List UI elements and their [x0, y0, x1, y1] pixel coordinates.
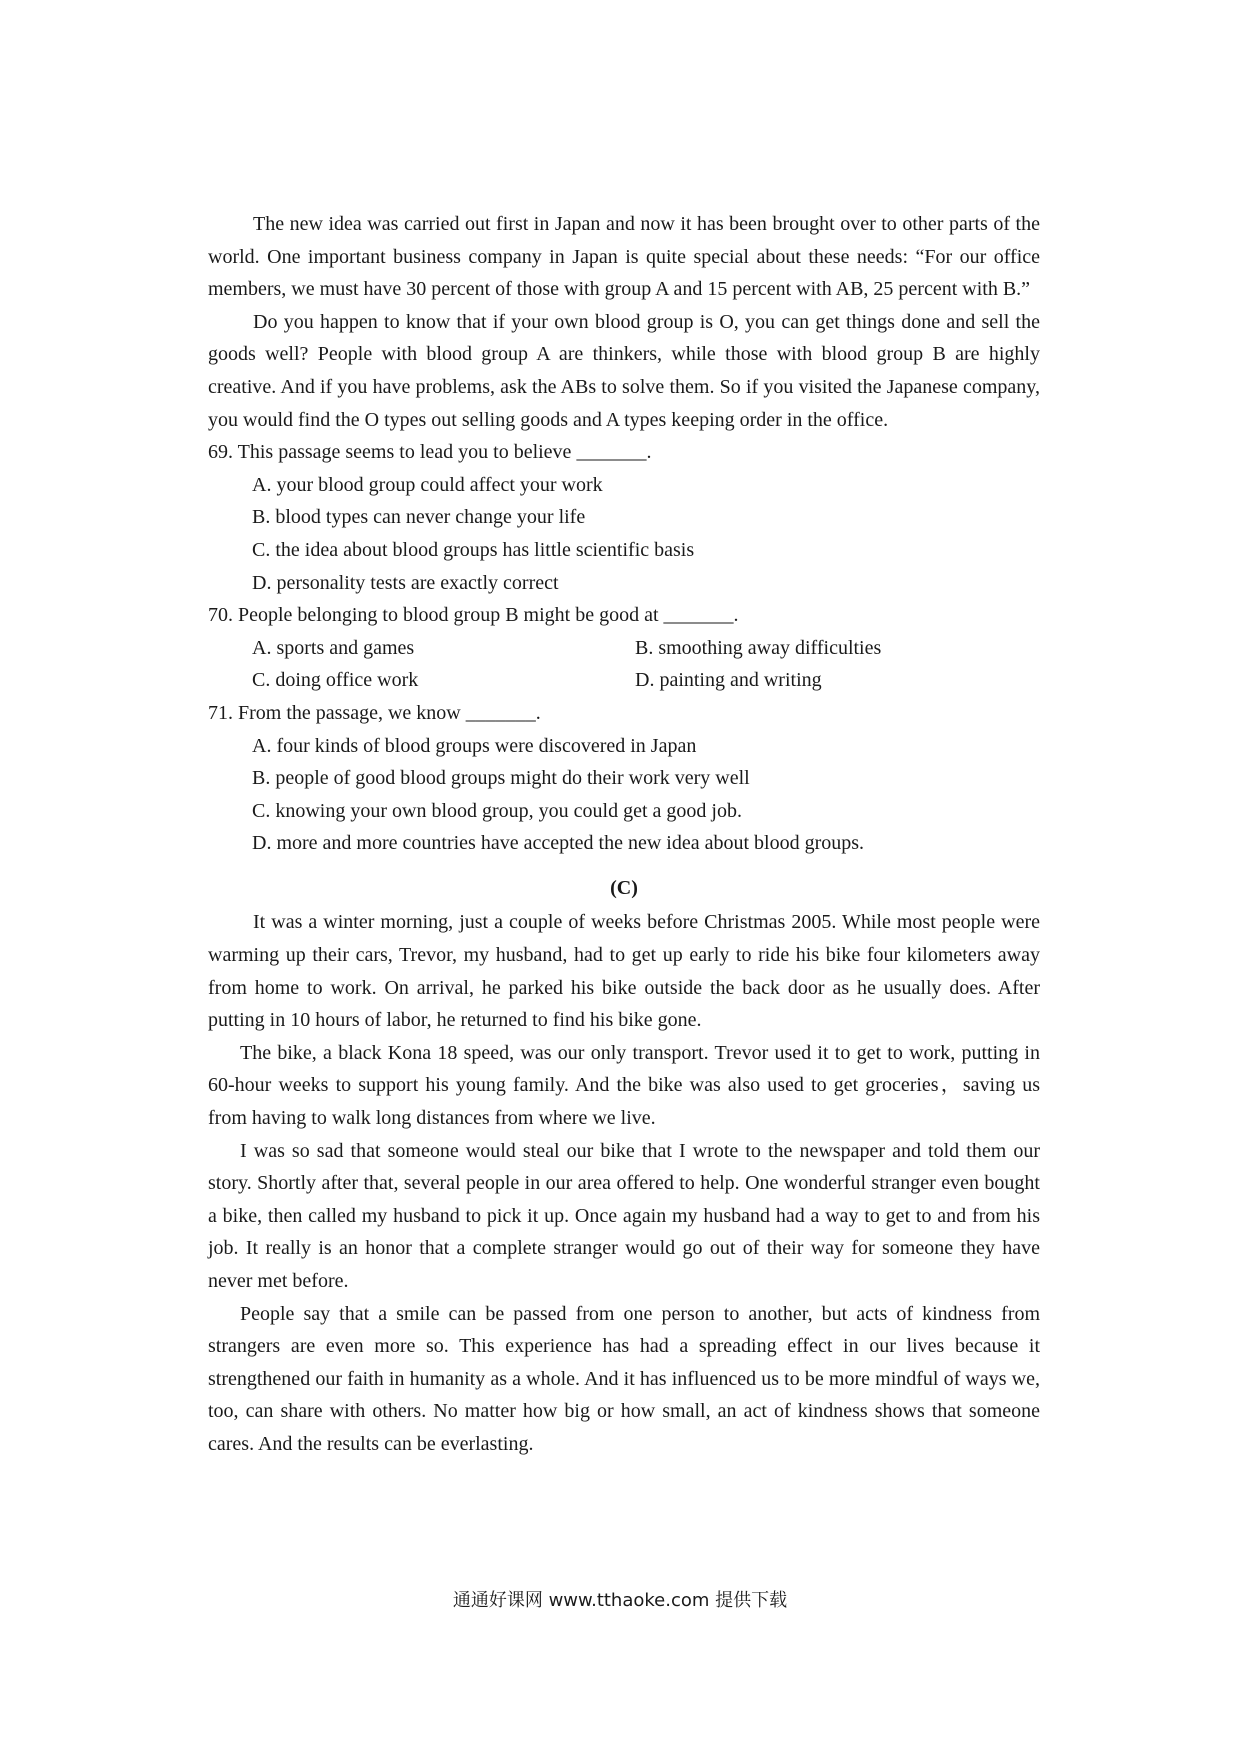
- passage-c-paragraph-3: I was so sad that someone would steal our bike that I wrote to the newspaper and told them our story. Shortly after that, several people in our area offered to help. One wonderful stranger even bought a bike, then called my husband to pick it up. Once again my husband had a way to get to and from his job. It really is an honor that a complete stranger would go out of their way for someone they have never met before.: [208, 1139, 1040, 1292]
- question-71-option-c: C. knowing your own blood group, you could get a good job.: [252, 799, 742, 822]
- question-69-option-a: A. your blood group could affect your work: [252, 473, 603, 496]
- question-71-option-d: D. more and more countries have accepted the new idea about blood groups.: [252, 832, 865, 855]
- question-69-option-d: D. personality tests are exactly correct: [252, 571, 559, 594]
- question-70-option-a: A. sports and games: [252, 636, 415, 659]
- question-69: [208, 436, 1040, 599]
- section-c-heading: (C): [610, 876, 638, 899]
- question-69-options: [208, 469, 1040, 599]
- passage-c-paragraph-1: It was a winter morning, just a couple of weeks before Christmas 2005. While most people were warming up their cars, Trevor, my husband, had to get up early to ride his bike four kilometers away from home to work. On arrival, he parked his bike outside the back door as he usually does. After putting in 10 hours of labor, he returned to find his bike gone.: [208, 911, 1040, 1032]
- question-69-option-c: C. the idea about blood groups has little scientific basis: [252, 538, 695, 561]
- question-69-stem: 69. This passage seems to lead you to believe _______.: [208, 441, 652, 464]
- question-70-options: [208, 632, 1040, 697]
- question-71: [208, 697, 1040, 860]
- passage-c-paragraph-4: People say that a smile can be passed from one person to another, but acts of kindness from strangers are even more so. This experience has had a spreading effect in our lives because it strengthened our faith in humanity as a whole. And it has influenced us to be more mindful of ways we, too, can share with others. No matter how big or how small, an act of kindness shows that someone cares. And the results can be everlasting.: [208, 1302, 1040, 1455]
- question-70-stem: 70. People belonging to blood group B might be good at _______.: [208, 604, 739, 627]
- question-71-option-b: B. people of good blood groups might do their work very well: [252, 767, 750, 790]
- question-70-option-b: B. smoothing away difficulties: [635, 636, 882, 659]
- question-71-options: [208, 730, 1040, 860]
- passage-b-paragraph-1: The new idea was carried out first in Japan and now it has been brought over to other parts of the world. One important business company in Japan is quite special about these needs: “For our office members, we must have 30 percent of those with group A and 15 percent with AB, 25 percent with B.”: [208, 213, 1040, 301]
- question-70-option-c: C. doing office work: [252, 669, 419, 692]
- question-69-option-b: B. blood types can never change your life: [252, 506, 586, 529]
- page-footer: 通通好课网 www.tthaoke.com 提供下载: [452, 1590, 788, 1611]
- page-content: [208, 208, 1040, 1461]
- question-70-option-d: D. painting and writing: [635, 669, 822, 692]
- question-70: [208, 599, 1040, 697]
- passage-c-paragraph-2: The bike, a black Kona 18 speed, was our only transport. Trevor used it to get to work, putting in 60-hour weeks to support his young family. And the bike was also used to get groceries，saving us from having to walk long distances from where we live.: [208, 1041, 1040, 1130]
- passage-b-paragraph-2: Do you happen to know that if your own blood group is O, you can get things done and sell the goods well? People with blood group A are thinkers, while those with blood group B are highly creative. And if you have problems, ask the ABs to solve them. So if you visited the Japanese company, you would find the O types out selling goods and A types keeping order in the office.: [208, 310, 1040, 431]
- question-71-option-a: A. four kinds of blood groups were discovered in Japan: [252, 734, 697, 757]
- question-71-stem: 71. From the passage, we know _______.: [208, 701, 541, 724]
